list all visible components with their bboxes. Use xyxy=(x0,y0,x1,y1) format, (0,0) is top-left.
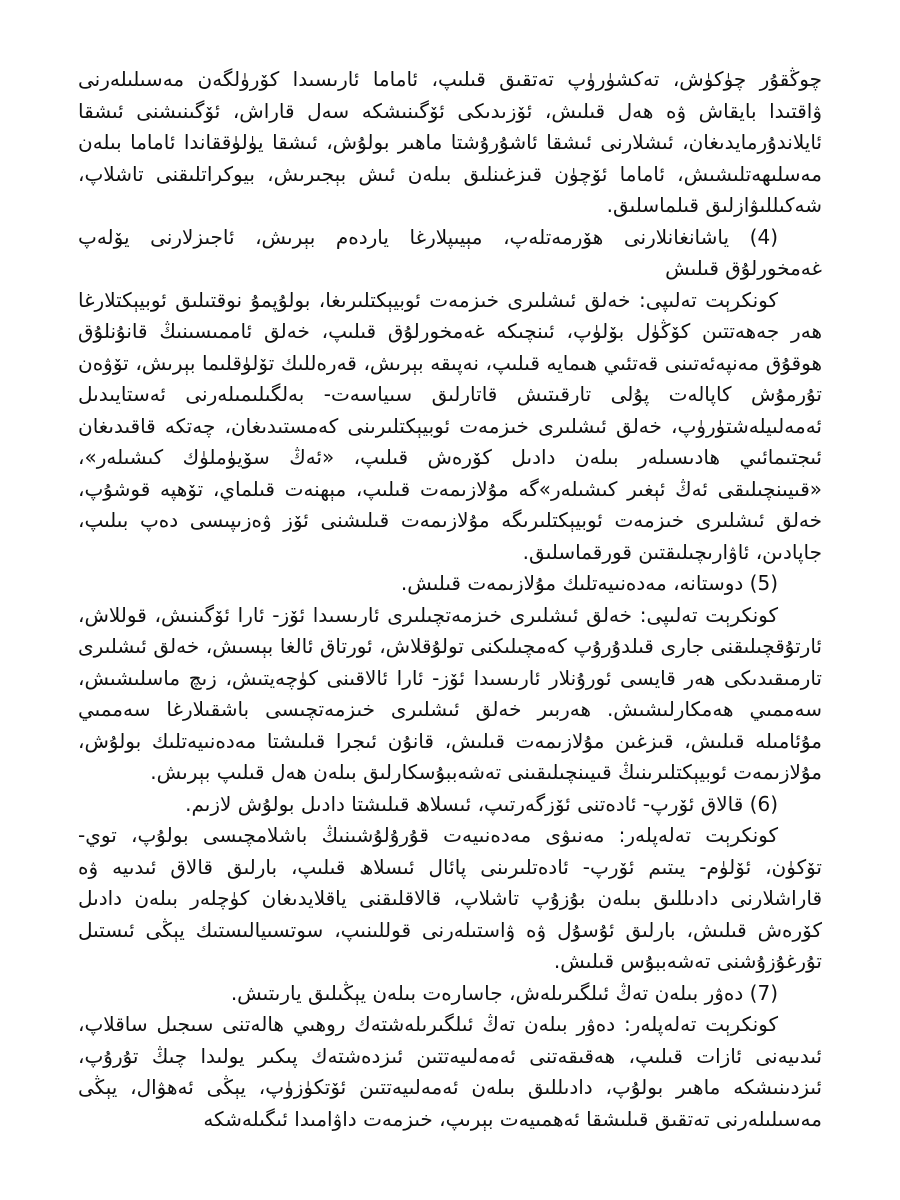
document-page xyxy=(78,64,822,1154)
document-body xyxy=(78,64,822,1135)
paragraph-intro-continuation: چوڭقۇر چۈكۈش، تەكشۈرۈپ تەتقىق قىلىپ، ئاماما ئارىسىدا كۆرۈلگەن مەسىلىلەرنى ۋاقتىدا بايقاش ۋە ھەل قىلىش، ئۆزىدىكى ئۆگىنىشكە سەل قاراش، ئۆگىنىشنى ئىشقا ئايلاندۇرمايدىغان، ئىشلارنى ئىشقا ئاشۇرۇشتا ماھىر بولۇش، ئىشقا يۈلۈققاندا ئاماما بىلەن مەسلىھەتلىشىش، ئاماما ئۆچۈن قىزغىنلىق بىلەن ئىش بېجىرىش، بيوكراتلىقنى تاشلاپ، شەكىللىۋازلىق قىلماسلىق. xyxy=(78,67,822,217)
paragraph-item-6-requirement: كونكرېت تەلەپلەر: مەنىۋى مەدەنىيەت قۇرۇلۇشىنىڭ باشلامچىسى بولۇپ، توي- تۆكۈن، ئۆلۈم- يىتىم ئۆرپ- ئادەتلىرىنى پائال ئىسلاھ قىلىپ، بارلىق قالاق ئىدىيە ۋە قاراشلارنى دادىللىق بىلەن بۇزۇپ تاشلاپ، قالاقلىقنى ياقلايدىغان كۈچلەر بىلەن دادىل كۆرەش قىلىش، بارلىق ئۇسۇل ۋە ۋاستىلەرنى قوللىنىپ، سوتسىيالىستىك يېڭى ئىستىل تۇرغۇزۇشنى تەشەببۇس قىلىش. xyxy=(78,823,822,973)
heading-item-5: (5) دوستانە، مەدەنىيەتلىك مۇلازىمەت قىلىش. xyxy=(400,571,778,595)
heading-item-7: (7) دەۋر بىلەن تەڭ ئىلگىرىلەش، جاسارەت بىلەن يېڭىلىق يارىتىش. xyxy=(230,980,778,1005)
paragraph-item-4-requirement: كونكرېت تەلىپى: خەلق ئىشلىرى خىزمەت ئوبيېكتلىرىغا، بولۇپمۇ نوقتىلىق ئوبيېكتلارغا ھەر جەھەتتىن كۆڭۈل بۆلۈپ، ئىنچىكە غەمخورلۇق قىلىپ، خەلق ئاممىسىنىڭ قانۇنلۇق ھوقۇق مەنپەئەتىنى قەتئىي ھىمايە قىلىپ، نەپىقە بېرىش، قەرەللىك تۆلۈقلىما بېرىش، تۆۋەن تۇرمۇش كاپالەت پۇلى تارقىتىش قاتارلىق سىياسەت- بەلگىلىمىلەرنى ئەستايىدىل ئەمەلىيلەشتۈرۈپ، خەلق ئىشلىرى خىزمەت ئوبيېكتلىرىنى كەمستىدىغان، چەتكە قاقىدىغان ئىجتىمائىي ھادىسىلەر بىلەن دادىل كۆرەش قىلىپ، «ئەڭ سۆيۈملۈك كىشىلەر»، «قىيىنچىلىقى ئەڭ ئېغىر كىشىلەر»گە مۇلازىمەت قىلىپ، مېھنەت قىلماي، تۆھپە قوشۇپ، خەلق ئىشلىرى خىزمەت ئوبيېكتلىرىگە مۇلازىمەت قىلىشنى ئۆز ۋەزىپىسى دەپ بىلىپ، جاپادىن، ئاۋارىچىلىقتىن قورقماسلىق. xyxy=(78,287,822,564)
paragraph-item-5-requirement: كونكرېت تەلىپى: خەلق ئىشلىرى خىزمەتچىلىرى ئارىسىدا ئۆز- ئارا ئۆگىنىش، قوللاش، ئارتۇقچىلىقنى جارى قىلدۇرۇپ كەمچىلىكنى تولۇقلاش، ئورتاق ئالغا بېسىش، خەلق ئىشلىرى تارمىقىدىكى ھەر قايسى ئورۇنلار ئارىسىدا ئۆز- ئارا ئالاقىنى كۈچەيتىش، زىچ ماسلىشىش، سەممىي ھەمكارلىشىش. ھەربىر خەلق ئىشلىرى خىزمەتچىسى باشقىلارغا سەممىي مۇئامىلە قىلىش، قىزغىن مۇلازىمەت قىلىش، قانۇن ئىجرا قىلىشتا مەدەنىيەتلىك بولۇش، مۇلازىمەت ئوبيېكتلىرىنىڭ قىيىنچىلىقىنى تەشەببۇسكارلىق بىلەن ھەل قىلىپ بېرىش. xyxy=(78,602,822,784)
paragraph-item-7-requirement: كونكرېت تەلەپلەر: دەۋر بىلەن تەڭ ئىلگىرىلەشتەك روھىي ھالەتنى سىجىل ساقلاپ، ئىدىيەنى ئازات قىلىپ، ھەقىقەتنى ئەمەلىيەتتىن ئىزدەشتەك پىكىر يولىدا چىڭ تۇرۇپ، ئىزدىنىشكە ماھىر بولۇپ، دادىللىق بىلەن ئەمەلىيەتتىن ئۆتكۈزۈپ، يېڭى ئەھۋال، يېڭى مەسىلىلەرنى تەتقىق قىلىشقا ئەھمىيەت بېرىپ، خىزمەت داۋامىدا ئىگىلەشكە xyxy=(78,1012,822,1131)
heading-item-6: (6) قالاق ئۆرپ- ئادەتنى ئۆزگەرتىپ، ئىسلاھ قىلىشتا دادىل بولۇش لازىم. xyxy=(185,791,778,816)
heading-item-4: (4) ياشانغانلارنى ھۆرمەتلەپ، مېيىپلارغا ياردەم بېرىش، ئاجىزلارنى يۆلەپ غەمخورلۇق قىلىش xyxy=(78,224,822,280)
